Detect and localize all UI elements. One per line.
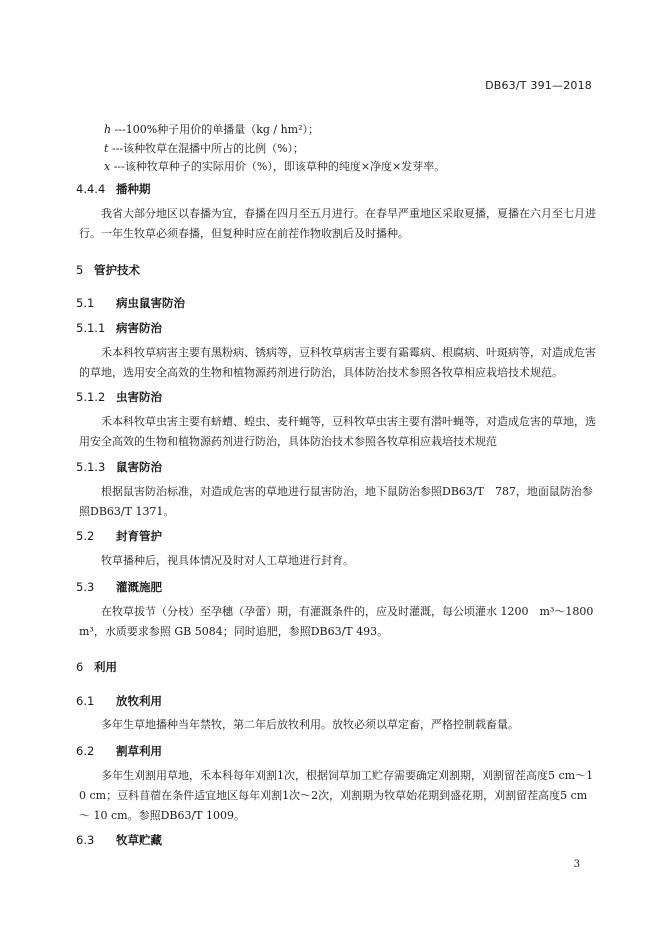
section-number: 6 xyxy=(76,660,84,674)
section-number: 4.4.4 xyxy=(76,182,106,196)
section-title: 封育管护 xyxy=(116,529,162,543)
definition-x xyxy=(104,158,445,174)
definition-text: ---100%种子用价的单播量（kg / hm²）； xyxy=(114,123,320,136)
paragraph-sowing-period: 我省大部分地区以春播为宜，春播在四月至五月进行。在春旱严重地区采取夏播，夏播在六月至七月进行。一年生牧草必须春播，但复种时应在前茬作物收割后及时播种。 xyxy=(79,207,596,240)
section-number: 6.3 xyxy=(76,833,95,847)
paragraph-grazing: 多年生草地播种当年禁牧，第二年后放牧利用。放牧必须以草定畜，严格控制载畜量。 xyxy=(101,718,519,731)
section-number: 6.1 xyxy=(76,694,95,708)
heading-4-4-4 xyxy=(76,181,151,197)
section-number: 5.3 xyxy=(76,580,95,594)
definition-symbol: t xyxy=(104,142,109,155)
section-title: 牧草贮藏 xyxy=(116,833,162,847)
standard-code: DB63/T 391—2018 xyxy=(485,79,592,92)
section-title: 管护技术 xyxy=(94,263,140,277)
heading-5 xyxy=(76,262,140,278)
heading-6 xyxy=(76,659,117,675)
page-number: 3 xyxy=(573,859,580,870)
paragraph-irrigation: 在牧草拔节（分枝）至孕穗（孕蕾）期，有灌溉条件的，应及时灌溉，每公顷灌水 1200 m³～1800 m³，水质要求参照 GB 5084；同时追肥，参照DB63/T 493。 xyxy=(79,605,594,638)
definition-text: ---该种牧草种子的实际用价（%），即该草种的纯度×净度×发芽率。 xyxy=(113,160,446,173)
section-title: 利用 xyxy=(94,660,117,674)
heading-6-3 xyxy=(76,832,162,848)
paragraph-disease-control: 禾本科牧草病害主要有黑粉病、锈病等，豆科牧草病害主要有霜霉病、根腐病、叶斑病等，对造成危害的草地，选用安全高效的生物和植物源药剂进行防治，具体防治技术参照各牧草相应栽培技术规范。 xyxy=(79,346,596,379)
paragraph-rodent-control: 根据鼠害防治标准，对造成危害的草地进行鼠害防治，地下鼠防治参照DB63/T 787，地面鼠防治参照DB63/T 1371。 xyxy=(79,485,593,518)
section-title: 播种期 xyxy=(116,182,151,196)
paragraph-pest-control: 禾本科牧草虫害主要有蛴螬、蝗虫、麦秆蝇等，豆科牧草虫害主要有潜叶蝇等，对造成危害的草地，选用安全高效的生物和植物源药剂进行防治，具体防治技术参照各牧草相应栽培技术规范 xyxy=(79,415,596,448)
heading-5-1-3 xyxy=(76,459,162,475)
section-number: 5.1.3 xyxy=(76,460,106,474)
heading-6-1 xyxy=(76,693,162,709)
section-title: 虫害防治 xyxy=(116,390,162,404)
section-number: 6.2 xyxy=(76,744,95,758)
paragraph-mowing: 多年生刈割用草地，禾本科每年刈割1次，根据饲草加工贮存需要确定刈割期，刈割留茬高度5 cm～10 cm；豆科苜蓿在条件适宜地区每年刈割1次～2次，刈割期为牧草始花期到盛花期，刈割留茬高度5 cm ～ 10 cm。参照DB63/T 1009。 xyxy=(79,769,594,822)
section-number: 5.2 xyxy=(76,529,95,543)
section-number: 5.1 xyxy=(76,296,95,310)
heading-5-2 xyxy=(76,528,162,544)
heading-5-1-2 xyxy=(76,389,162,405)
heading-5-1-1 xyxy=(76,320,162,336)
paragraph-enclosure: 牧草播种后，视具体情况及时对人工草地进行封育。 xyxy=(101,554,354,567)
section-title: 鼠害防治 xyxy=(116,460,162,474)
section-title: 病害防治 xyxy=(116,321,162,335)
heading-6-2 xyxy=(76,743,162,759)
section-title: 病虫鼠害防治 xyxy=(116,296,185,310)
section-number: 5.1.1 xyxy=(76,321,106,335)
section-title: 灌溉施肥 xyxy=(116,580,162,594)
section-title: 割草利用 xyxy=(116,744,162,758)
definition-symbol: x xyxy=(104,160,111,173)
heading-5-1 xyxy=(76,295,185,311)
definition-symbol: h xyxy=(104,123,112,136)
heading-5-3 xyxy=(76,579,162,595)
section-number: 5.1.2 xyxy=(76,390,106,404)
definition-t xyxy=(104,140,304,156)
section-title: 放牧利用 xyxy=(116,694,162,708)
definition-h xyxy=(104,121,319,137)
section-number: 5 xyxy=(76,263,84,277)
definition-text: ---该种牧草在混播中所占的比例（%）； xyxy=(111,142,305,155)
